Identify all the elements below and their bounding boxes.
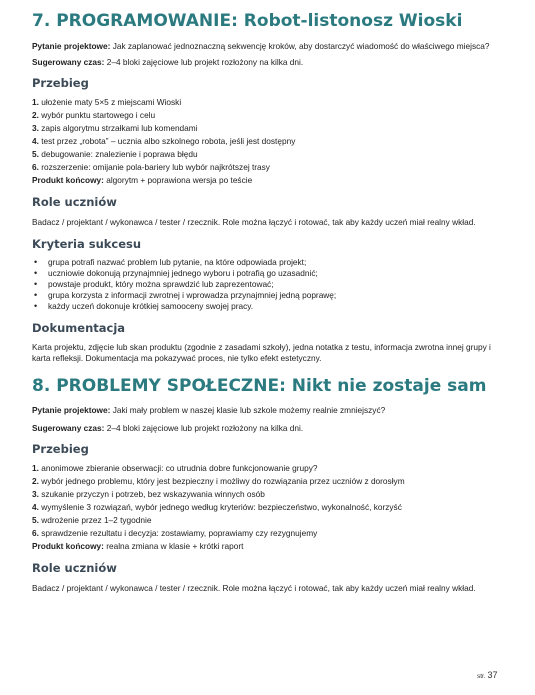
step-item [32,515,510,526]
section-7-przebieg-heading: Przebieg [32,76,89,90]
step-number: 5. [32,149,39,159]
criteria-item: • uczniowie dokonują przynajmniej jednego wyboru i potrafią go uzasadnić; [48,268,510,279]
section-7-criteria-list [32,257,510,312]
section-8-steps [32,463,510,539]
step-text: szukanie przyczyn i potrzeb, bez wskazywania winnych osób [38,489,265,499]
page-number-value: 37 [487,670,498,680]
section-8-roles-text: Badacz / projektant / wykonawca / tester / rzecznik. Role można łączyć i rotować, tak aby każdy uczeń miał realny wkład. [32,583,476,593]
step-number: 6. [32,162,39,172]
criteria-item: • powstaje produkt, który można sprawdzić lub zaprezentować; [48,279,510,290]
criteria-item: • każdy uczeń dokonuje krótkiej samooceny swojej pracy. [48,301,510,312]
step-text: wybór punktu startowego i celu [38,110,156,120]
step-number: 3. [32,489,39,499]
step-item [32,528,510,539]
question-text: Jak zaplanować jednoznaczną sekwencję kroków, aby dostarczyć wiadomość do właściwego miejsca? [110,41,490,51]
section-8-przebieg-heading: Przebieg [32,442,89,456]
section-7-criteria-heading: Kryteria sukcesu [32,237,142,251]
section-8-question [32,405,510,416]
section-8-roles-heading: Role uczniów [32,561,117,575]
step-number: 2. [32,476,39,486]
section-7-roles-heading: Role uczniów [32,195,117,209]
section-8-product [32,541,510,552]
step-number: 1. [32,463,39,473]
time-text: 2–4 bloki zajęciowe lub projekt rozłożony na kilka dni. [104,423,304,433]
step-item [32,476,510,487]
section-8-title: 8. PROBLEMY SPOŁECZNE: Nikt nie zostaje sam [32,376,487,396]
step-text: ułożenie maty 5×5 z miejscami Wioski [38,97,182,107]
question-label: Pytanie projektowe: [32,405,111,415]
step-text: wymyślenie 3 rozwiązań, wybór jednego według kryteriów: bezpieczeństwo, wykonalność, korzyść [38,502,402,512]
question-text: Jaki mały problem w naszej klasie lub szkole możemy realnie zmniejszyć? [110,405,386,415]
section-7-product [32,175,510,186]
section-7-doc-heading: Dokumentacja [32,321,126,335]
section-7-question [32,41,510,52]
section-7-roles-text: Badacz / projektant / wykonawca / tester / rzecznik. Role można łączyć i rotować, tak aby każdy uczeń miał realny wkład. [32,217,476,227]
step-number: 6. [32,528,39,538]
step-item [32,123,510,134]
section-7-steps [32,97,510,173]
step-item [32,110,510,121]
step-item [32,162,510,173]
section-7-title: 7. PROGRAMOWANIE: Robot-listonosz Wioski [32,11,463,31]
step-text: zapis algorytmu strzałkami lub komendami [38,123,198,133]
step-text: wybór jednego problemu, który jest bezpieczny i możliwy do rozwiązania przez uczniów z dorosłym [38,476,405,486]
step-item [32,489,510,500]
step-number: 3. [32,123,39,133]
section-8-time [32,423,510,434]
step-number: 5. [32,515,39,525]
step-item [32,149,510,160]
section-7-time [32,57,510,68]
product-text: realna zmiana w klasie + krótki raport [103,541,244,551]
step-item [32,502,510,513]
time-label: Sugerowany czas: [32,57,105,67]
document-page [32,10,510,594]
step-text: debugowanie: znalezienie i poprawa błędu [38,149,198,159]
step-item [32,97,510,108]
time-label: Sugerowany czas: [32,423,105,433]
time-text: 2–4 bloki zajęciowe lub projekt rozłożony na kilka dni. [104,57,304,67]
product-text: algorytm + poprawiona wersja po teście [103,175,253,185]
step-number: 4. [32,502,39,512]
step-number: 4. [32,136,39,146]
step-item [32,463,510,474]
step-text: sprawdzenie rezultatu i decyzja: zostawiamy, poprawiamy czy rezygnujemy [38,528,318,538]
criteria-item: • grupa potrafi nazwać problem lub pytanie, na które odpowiada projekt; [48,257,510,268]
section-7-doc-text: Karta projektu, zdjęcie lub skan produktu (zgodnie z zasadami szkoły), jedna notatka z testu, informacja zwrotna innej grupy i karta refleksji. Dokumentacja ma pokazywać proces, nie tylko efekt estetyczny. [32,342,491,363]
step-number: 2. [32,110,39,120]
product-label: Produkt końcowy: [32,175,104,185]
step-text: test przez „robota” – ucznia albo szkolnego robota, jeśli jest dostępny [38,136,296,146]
step-text: anonimowe zbieranie obserwacji: co utrudnia dobre funkcjonowanie grupy? [38,463,318,473]
page-prefix: str. [477,673,486,680]
criteria-item: • grupa korzysta z informacji zwrotnej i wprowadza przynajmniej jedną poprawę; [48,290,510,301]
step-text: wdrożenie przez 1–2 tygodnie [38,515,152,525]
page-number [477,670,498,680]
step-number: 1. [32,97,39,107]
product-label: Produkt końcowy: [32,541,104,551]
step-item [32,136,510,147]
question-label: Pytanie projektowe: [32,41,111,51]
step-text: rozszerzenie: omijanie pola-bariery lub wybór najkrótszej trasy [38,162,270,172]
